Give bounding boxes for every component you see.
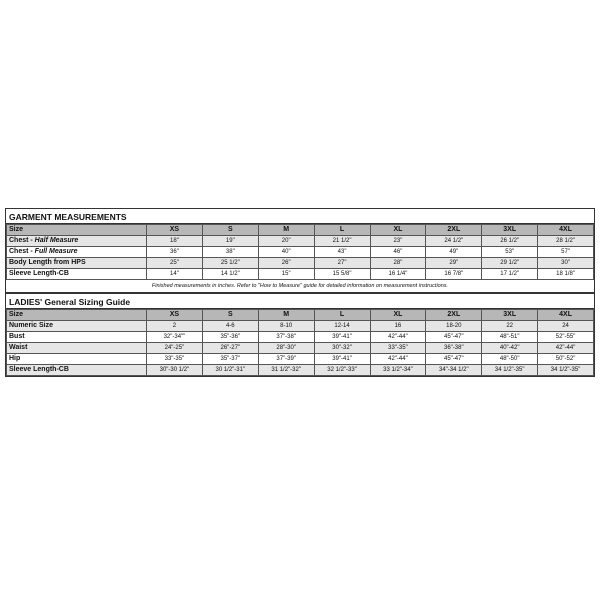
row-label [7,258,147,269]
header-cell: L [314,310,370,321]
table-cell: 45"-47" [426,354,482,365]
table-cell: 36" [147,247,203,258]
size-chart-sheet [5,208,595,377]
table-cell: 30"-30 1/2" [147,365,203,376]
table-cell: 29 1/2" [482,258,538,269]
table-cell: 30" [538,258,594,269]
table-cell: 48"-51" [482,332,538,343]
header-cell: 4XL [538,310,594,321]
table-cell: 33"-35" [370,343,426,354]
table-cell: 37"-39" [258,354,314,365]
header-cell: M [258,225,314,236]
table-cell: 37"-38" [258,332,314,343]
header-cell: S [202,310,258,321]
table-cell: 53" [482,247,538,258]
table-cell: 42"-44" [370,332,426,343]
table-cell: 36"-38" [426,343,482,354]
row-label-text: Chest - [9,248,35,255]
table-cell: 18 1/8" [538,269,594,280]
header-cell: Size [7,310,147,321]
table-row [7,332,594,343]
table-cell: 45"-47" [426,332,482,343]
table-cell: 25 1/2" [202,258,258,269]
table-row [7,365,594,376]
table-cell: 39"-41" [314,354,370,365]
row-label: Bust [7,332,147,343]
garment-header-row [7,225,594,236]
table-cell: 28 1/2" [538,236,594,247]
table-cell: 16 7/8" [426,269,482,280]
table-cell: 49" [426,247,482,258]
table-cell: 40"-42" [482,343,538,354]
row-label-text: Body Length from HPS [9,259,86,266]
row-label [7,247,147,258]
table-cell: 12-14 [314,321,370,332]
table-cell: 16 [370,321,426,332]
table-cell: 24 [538,321,594,332]
table-cell: 57" [538,247,594,258]
row-label-text: Chest - [9,237,35,244]
row-label: Numeric Size [7,321,147,332]
table-row [7,343,594,354]
table-cell: 32"-34"" [147,332,203,343]
table-row [7,236,594,247]
table-cell: 48"-50" [482,354,538,365]
table-cell: 14" [147,269,203,280]
table-cell: 33"-35" [147,354,203,365]
table-cell: 26 1/2" [482,236,538,247]
table-cell: 30"-32" [314,343,370,354]
table-cell: 15 5/8" [314,269,370,280]
table-cell: 33 1/2"-34" [370,365,426,376]
row-label: Hip [7,354,147,365]
row-label [7,236,147,247]
table-cell: 35"-37" [202,354,258,365]
table-cell: 28" [370,258,426,269]
header-cell: XL [370,225,426,236]
table-cell: 17 1/2" [482,269,538,280]
table-row [7,321,594,332]
table-row [7,258,594,269]
table-cell: 24"-25" [147,343,203,354]
table-cell: 29" [426,258,482,269]
row-label: Sleeve Length-CB [7,365,147,376]
header-cell: 2XL [426,225,482,236]
table-row [7,269,594,280]
table-cell: 46" [370,247,426,258]
table-cell: 20" [258,236,314,247]
table-cell: 4-6 [202,321,258,332]
table-cell: 50"-52" [538,354,594,365]
table-cell: 31 1/2"-32" [258,365,314,376]
measurement-note: Finished measurements in inches. Refer to "How to Measure" guide for detailed information on measurement instructions. [6,280,594,293]
table-cell: 25" [147,258,203,269]
garment-measurements-section [5,208,595,294]
table-cell: 19" [202,236,258,247]
table-cell: 27" [314,258,370,269]
row-label: Waist [7,343,147,354]
header-cell: 2XL [426,310,482,321]
header-cell: 3XL [482,310,538,321]
table-cell: 18-20 [426,321,482,332]
table-cell: 24 1/2" [426,236,482,247]
row-label-emphasis: Half Measure [34,237,79,244]
table-cell: 39"-41" [314,332,370,343]
ladies-sizing-title: LADIES' General Sizing Guide [6,294,594,309]
table-cell: 42"-44" [538,343,594,354]
table-cell: 23" [370,236,426,247]
row-label-text: Sleeve Length-CB [9,270,69,277]
ladies-sizing-section [5,294,595,377]
header-cell: 3XL [482,225,538,236]
table-cell: 32 1/2"-33" [314,365,370,376]
table-row [7,247,594,258]
table-cell: 16 1/4" [370,269,426,280]
garment-measurements-title: GARMENT MEASUREMENTS [6,209,594,224]
table-cell: 34 1/2"-35" [538,365,594,376]
table-cell: 18" [147,236,203,247]
table-cell: 35"-36" [202,332,258,343]
table-cell: 30 1/2"-31" [202,365,258,376]
header-cell: M [258,310,314,321]
table-cell: 26"-27" [202,343,258,354]
table-cell: 34 1/2"-35" [482,365,538,376]
garment-measurements-table [6,224,594,280]
table-cell: 15" [258,269,314,280]
table-cell: 52"-55" [538,332,594,343]
header-cell: XS [147,225,203,236]
table-row [7,354,594,365]
ladies-sizing-table [6,309,594,376]
table-cell: 42"-44" [370,354,426,365]
table-cell: 43" [314,247,370,258]
header-cell: S [202,225,258,236]
table-cell: 8-10 [258,321,314,332]
table-cell: 38" [202,247,258,258]
table-cell: 34"-34 1/2" [426,365,482,376]
table-cell: 26" [258,258,314,269]
table-cell: 21 1/2" [314,236,370,247]
header-cell: 4XL [538,225,594,236]
header-cell: L [314,225,370,236]
header-cell: Size [7,225,147,236]
header-cell: XS [147,310,203,321]
table-cell: 28"-30" [258,343,314,354]
row-label-emphasis: Full Measure [34,248,78,255]
table-cell: 2 [147,321,203,332]
table-cell: 14 1/2" [202,269,258,280]
table-cell: 22 [482,321,538,332]
ladies-header-row [7,310,594,321]
table-cell: 40" [258,247,314,258]
row-label [7,269,147,280]
header-cell: XL [370,310,426,321]
